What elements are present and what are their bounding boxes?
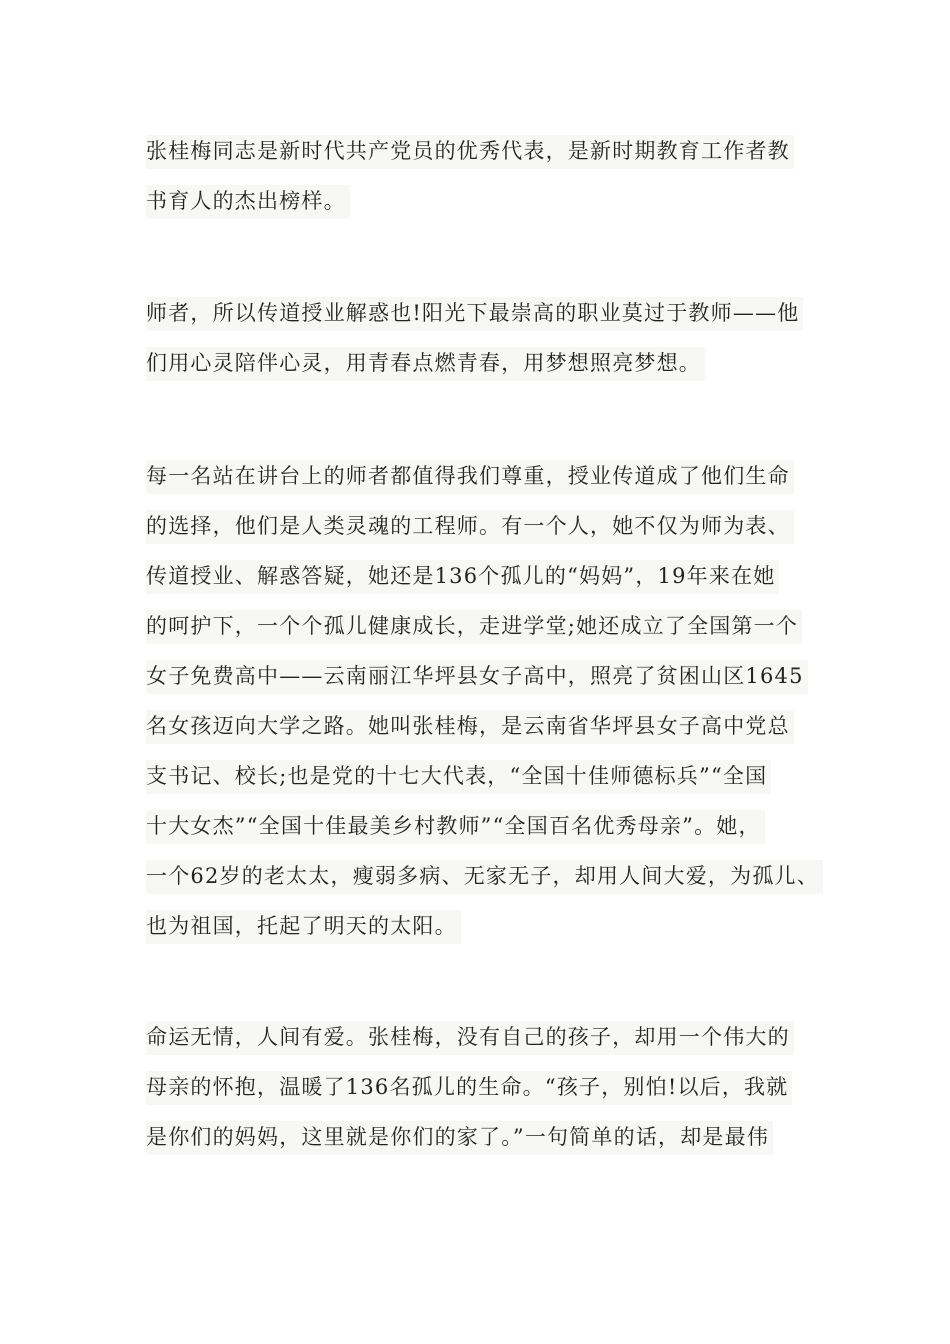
text-line: 一个62岁的老太太，瘦弱多病、无家无子，却用人间大爱，为孤儿、 (146, 851, 836, 901)
text-line: 支书记、校长;也是党的十七大代表，“全国十佳师德标兵”“全国 (146, 751, 836, 801)
text-line: 名女孩迈向大学之路。她叫张桂梅，是云南省华坪县女子高中党总 (146, 701, 836, 751)
paragraph-1 (146, 126, 836, 226)
text-line: 女子免费高中——云南丽江华坪县女子高中，照亮了贫困山区1645 (146, 651, 836, 701)
paragraph-2 (146, 288, 836, 388)
text-line: 张桂梅同志是新时代共产党员的优秀代表，是新时期教育工作者教 (146, 126, 836, 176)
text-line: 也为祖国，托起了明天的太阳。 (146, 901, 836, 951)
text-line: 每一名站在讲台上的师者都值得我们尊重，授业传道成了他们生命 (146, 451, 836, 501)
text-line: 书育人的杰出榜样。 (146, 176, 836, 226)
text-line: 们用心灵陪伴心灵，用青春点燃青春，用梦想照亮梦想。 (146, 338, 836, 388)
text-line: 是你们的妈妈，这里就是你们的家了。”一句简单的话，却是最伟 (146, 1112, 836, 1162)
text-line: 传道授业、解惑答疑，她还是136个孤儿的“妈妈”，19年来在她 (146, 551, 836, 601)
text-line: 命运无情，人间有爱。张桂梅，没有自己的孩子，却用一个伟大的 (146, 1012, 836, 1062)
text-line: 母亲的怀抱，温暖了136名孤儿的生命。“孩子，别怕!以后，我就 (146, 1062, 836, 1112)
text-line: 的呵护下，一个个孤儿健康成长，走进学堂;她还成立了全国第一个 (146, 601, 836, 651)
paragraph-4 (146, 1012, 836, 1162)
text-line: 十大女杰”“全国十佳最美乡村教师”“全国百名优秀母亲”。她， (146, 801, 836, 851)
text-line: 师者，所以传道授业解惑也!阳光下最崇高的职业莫过于教师——他 (146, 288, 836, 338)
paragraph-3 (146, 451, 836, 951)
text-line: 的选择，他们是人类灵魂的工程师。有一个人，她不仅为师为表、 (146, 501, 836, 551)
